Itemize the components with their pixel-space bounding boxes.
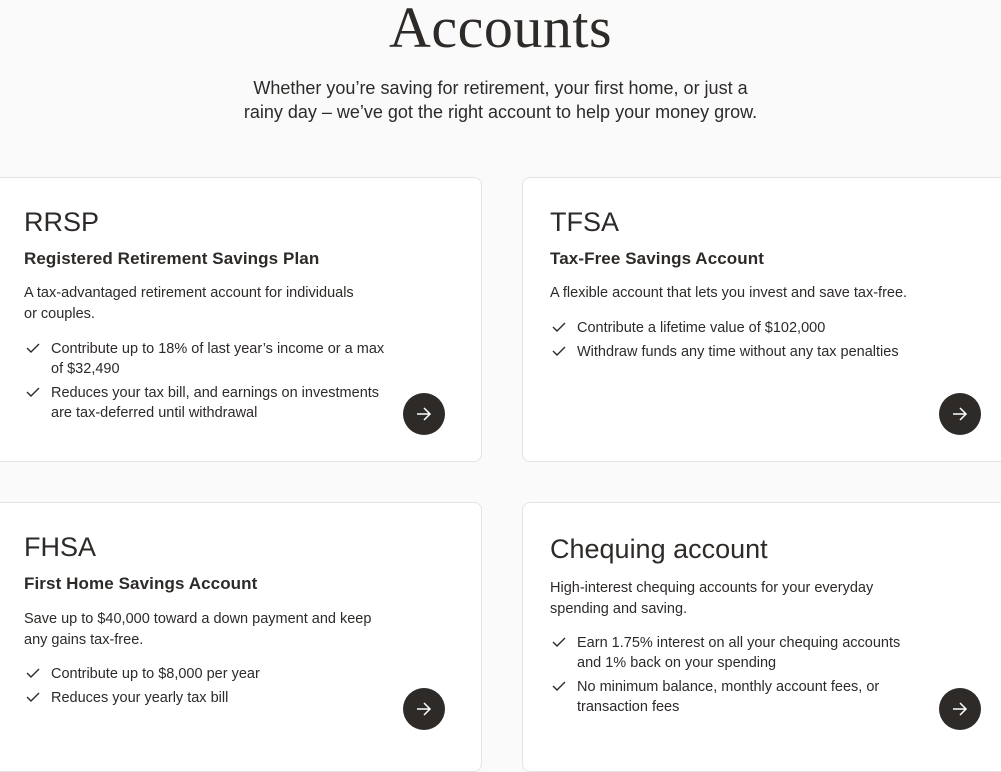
rrsp-arrow-button[interactable] <box>403 393 445 435</box>
description-line: any gains tax-free. <box>24 632 144 648</box>
feature-text: of $32,490 <box>51 361 120 377</box>
card-fhsa[interactable] <box>0 502 482 772</box>
card-chequing[interactable] <box>522 502 1001 772</box>
feature-text: transaction fees <box>577 699 680 715</box>
feature-item <box>550 342 899 362</box>
check-icon <box>552 636 566 648</box>
card-name: First Home Savings Account <box>24 574 258 593</box>
card-description <box>24 609 371 651</box>
card-code: Chequing account <box>550 534 768 564</box>
card-tfsa[interactable] <box>522 177 1001 462</box>
card-code: TFSA <box>550 207 620 237</box>
check-icon <box>26 667 40 679</box>
feature-text: Contribute up to $8,000 per year <box>51 666 260 682</box>
feature-text: and 1% back on your spending <box>577 655 777 671</box>
feature-text: Contribute a lifetime value of $102,000 <box>577 320 826 336</box>
check-icon <box>26 386 40 398</box>
arrow-right-icon <box>952 702 968 716</box>
arrow-right-icon <box>416 702 432 716</box>
card-name: Registered Retirement Savings Plan <box>24 249 320 268</box>
card-name: Tax-Free Savings Account <box>550 249 765 268</box>
feature-list <box>550 633 900 721</box>
feature-list <box>24 339 384 427</box>
card-description <box>550 283 907 304</box>
description-line: A tax-advantaged retirement account for individuals <box>24 285 354 301</box>
card-description <box>550 578 873 620</box>
arrow-right-icon <box>952 407 968 421</box>
chequing-arrow-button[interactable] <box>939 688 981 730</box>
check-icon <box>552 345 566 357</box>
feature-item <box>550 318 899 338</box>
card-code: RRSP <box>24 207 100 237</box>
feature-text: Reduces your yearly tax bill <box>51 690 229 706</box>
check-icon <box>26 342 40 354</box>
page-subtitle <box>0 76 1001 124</box>
feature-item <box>550 677 900 717</box>
subtitle-line-2: rainy day – we’ve got the right account to help your money grow. <box>243 102 758 122</box>
page-title: Accounts <box>388 0 613 60</box>
feature-text: Contribute up to 18% of last year’s income or a max <box>51 341 385 357</box>
card-rrsp[interactable] <box>0 177 482 462</box>
fhsa-arrow-button[interactable] <box>403 688 445 730</box>
description-line: Save up to $40,000 toward a down payment and keep <box>24 611 372 627</box>
feature-text: Reduces your tax bill, and earnings on investments <box>51 385 380 401</box>
feature-item <box>24 339 384 379</box>
feature-text: are tax-deferred until withdrawal <box>51 405 258 421</box>
feature-item <box>24 383 384 423</box>
arrow-right-icon <box>416 407 432 421</box>
subtitle-line-1: Whether you’re saving for retirement, your first home, or just a <box>253 78 748 98</box>
check-icon <box>552 680 566 692</box>
feature-list <box>550 318 899 366</box>
feature-text: Earn 1.75% interest on all your chequing accounts <box>577 635 901 651</box>
check-icon <box>552 321 566 333</box>
feature-item <box>24 688 260 708</box>
description-line: A flexible account that lets you invest and save tax-free. <box>550 285 908 301</box>
feature-text: No minimum balance, monthly account fees, or <box>577 679 880 695</box>
description-line: or couples. <box>24 306 95 322</box>
feature-item <box>24 664 260 684</box>
feature-item <box>550 633 900 673</box>
description-line: High-interest chequing accounts for your everyday <box>550 580 874 596</box>
check-icon <box>26 691 40 703</box>
tfsa-arrow-button[interactable] <box>939 393 981 435</box>
feature-list <box>24 664 260 712</box>
feature-text: Withdraw funds any time without any tax penalties <box>577 344 899 360</box>
description-line: spending and saving. <box>550 601 688 617</box>
card-code: FHSA <box>24 532 97 562</box>
card-description <box>24 283 354 325</box>
